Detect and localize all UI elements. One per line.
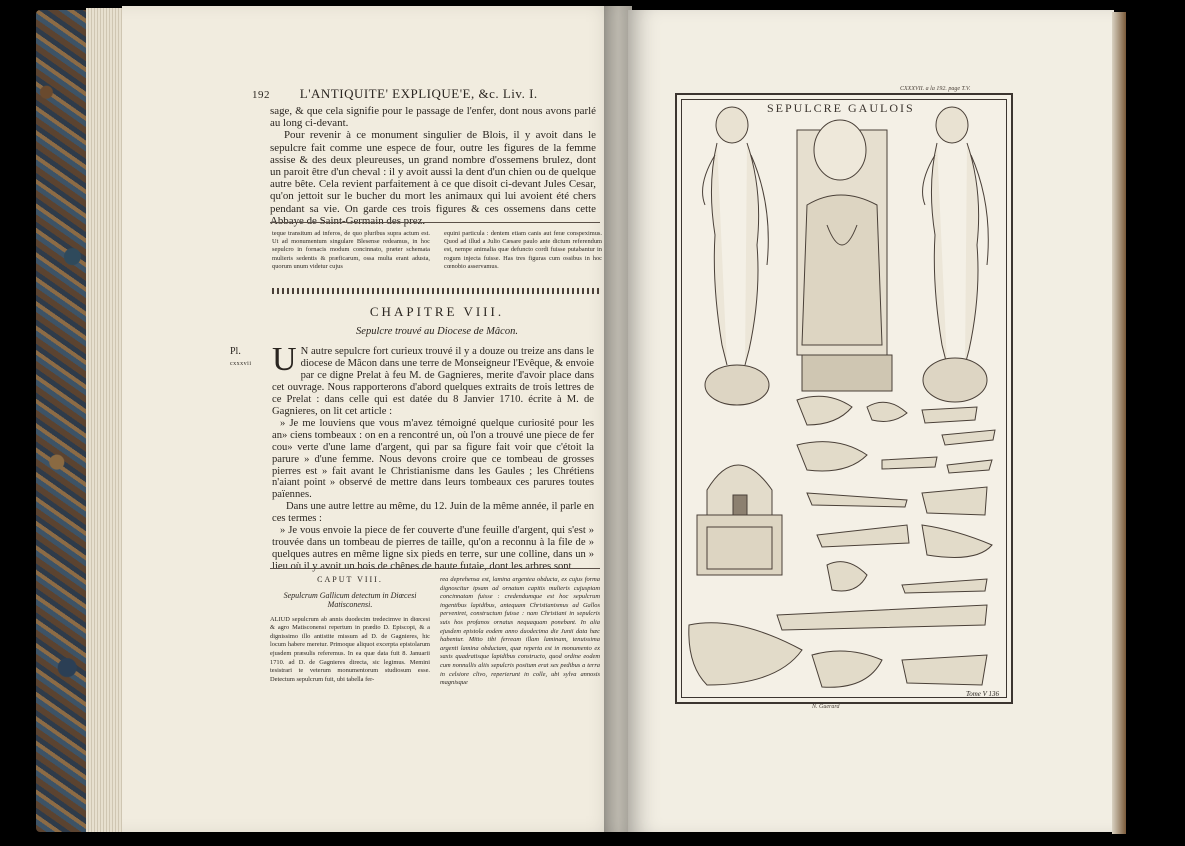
plate-footer: Tome V 136 [965, 690, 999, 698]
seated-woman-figure-icon [797, 120, 892, 391]
drop-cap: U [272, 341, 297, 378]
latin-chapter [270, 576, 600, 688]
letter-2-intro: Dans une autre lettre au même, du 12. Juin de la même année, il parle en ces termes : [272, 501, 594, 525]
latin-note-col-1: teque transitum ad inferos, de quo pluribus supra actum est. Ut ad monumentum singulare Blesense redeamus, in hoc sepulcro in fornacis modum concinnato, præter schemata mulieris sedentis & præficarum, ossa multa erant adusta, quorum unum videtur cujus [272, 230, 430, 270]
divider-lower [270, 568, 600, 569]
standing-figure-left-icon [703, 107, 769, 405]
ornamental-rule [272, 288, 602, 294]
divider [270, 222, 600, 223]
intro-paragraph-2: Pour revenir à ce monument singulier de Blois, il y avoit dans le sepulcre fait comme une espece de four, outre les figures de la femme assise & des deux pleureuses, un grand nombre d'ossemens brulez, dont un paroit être d'un cheval : il y avoit aussi la dent d'un chien ou de quelque autre bête. Cela revient parfaitement à ce que disoit ci-devant Jules Cesar, qu'on jettoit sur le bucher du mort les animaux qui lui avoient été chers pendant sa vie. On garde ces trois figures & ces ossemens dans cette Abbaye de Saint-Germain des prez. [270, 129, 596, 227]
chapter-title: CHAPITRE VIII. [369, 304, 505, 319]
page-edges [86, 8, 126, 832]
chapter-subtitle: Sepulcre trouvé au Diocese de Mâcon. [356, 326, 518, 337]
margin-plate-label: Pl. [230, 346, 241, 357]
running-head [252, 86, 602, 102]
standing-figure-right-icon [923, 107, 989, 402]
page-number: 192 [252, 89, 270, 101]
plate-title: SEPULCRE GAULOIS [767, 101, 915, 115]
caput-subtitle: Sepulcrum Gallicum detectum in Diœcesi Matisconensi. [283, 590, 417, 610]
chapter-first-paragraph: N autre sepulcre fort curieux trouvé il y a douze ou treize ans dans le diocese de Mâcon dans une terre de Monseigneur l'Evêque, & envoie par ce digne Prelat à feu M. de Gagnieres, merite d'avoir place dans cet ouvrage. Nous rapporterons d'abord quelques extraits de trois lettres de ce Prelat : dans celle qui est datée du 8 Janvier 1710. écrite à M. de Gagnieres, on lit cet article : [272, 346, 594, 417]
intro-text [270, 105, 596, 227]
engraver-signature: N. Guerard [812, 704, 840, 710]
engraved-plate [675, 93, 1013, 704]
plate-illustration [677, 95, 1011, 702]
plate-caption: CXXXVII. a la 192. page T.V. [900, 86, 971, 92]
latin-notes [272, 230, 602, 271]
quote-letter-2: » Je vous envoie la piece de fer couverte d'une feuille d'argent, qui s'est » trouvée dans un tombeau de pierres de taille, qu'on a reconnu à la file de » quelques autres en même ligne six pieds en terre, sur une colline, dans un » lieu où il y avoit un bois de chênes de haute futaie, dont les arbres sont [272, 525, 594, 573]
running-head-title: L'ANTIQUITE' EXPLIQUE'E, &c. Liv. I. [299, 86, 538, 101]
intro-paragraph-1: sage, & que cela signifie pour le passage de l'enfer, dont nous avons parlé au long ci-devant. [270, 105, 596, 130]
latin-note-col-2: equini particula : dentem etiam canis aut feræ conspeximus. Quod ad illud a Julio Cæsare paulo ante dictum referendum est, nempe animalia quæ defuncto cordi fuisse putabantur in rogum injecta fuisse. Has tres figuras cum ossibus in hoc cœnobio asservamus. [444, 230, 602, 270]
gutter [604, 6, 628, 836]
latin-column-2: rea deprehensa est, lamina argentea obducta, ex cujus forma dignoscitur ipsam ad ornatum capitis mulieris cujuspiam concinnatam fuisse : credendumque est hoc sepulcrum ingentibus lapidibus, antequam Christianismus ad Gallos perveniret, constructum fuisse : nam Christiani in sepulcris suis hos profanos ornatus nequaquam ponebant. In alia ejusdem epistola eodem anno duodecima die Junii data hæc habentur. Mitto tibi ferream illam laminam, tenuissima argenti lamina obductam, quæ reperta est in monumento ex saxis quadratisque lapidibus constructo, quod ordine eodem cum nonnullis aliis sepulcris positum erat sex pedibus a terra in celsiore clivo, reperierunt in colle, ubi sylva annosis magnisque [440, 576, 600, 687]
marbled-cover [36, 10, 88, 832]
caput-title: CAPUT VIII. [317, 575, 383, 584]
oven-tomb-icon [697, 465, 782, 575]
margin-note [230, 346, 252, 370]
right-edge [1112, 12, 1126, 834]
quote-letter-1: » Je me louviens que vous m'avez témoigné quelque curiosité pour les an» ciens tombeaux : on en a rencontré un, où l'on a trouvé une piece de fer cou» verte d'une lame d'argent, qui par sa figure fait voir que c'étoit la parure » d'une femme. Nous devons croire que ce tombeau de grosses pierres est » fait avant le Christianisme dans les Gaules ; les Chrétiens n'aiant point » observé de mettre dans leurs tombeaux ces parures toutes païennes. [272, 417, 594, 501]
latin-column-1 [270, 576, 430, 688]
margin-plate-number: cxxxvii [230, 361, 252, 367]
caput-text: ALIUD sepulcrum ab annis duodecim tredecimve in diœcesi & agro Matisconensi repertum in prædio D. Episcopi, & a dignissimo illo antistite missum ad D. de Gagnieres, hic locum habere meretur. Primoque aliquot excerpta epistolarum ejusdem præsulis referemus. In ea quæ data fuit 8. Januarii 1710. ad D. de Gagnieres directa, sic legimus. Memini tesistrari te veterum monumentorum studiosum esse. Detectum sepulcrum fuit, ubi tabella fer- [270, 615, 430, 683]
chapter-body [272, 341, 594, 573]
